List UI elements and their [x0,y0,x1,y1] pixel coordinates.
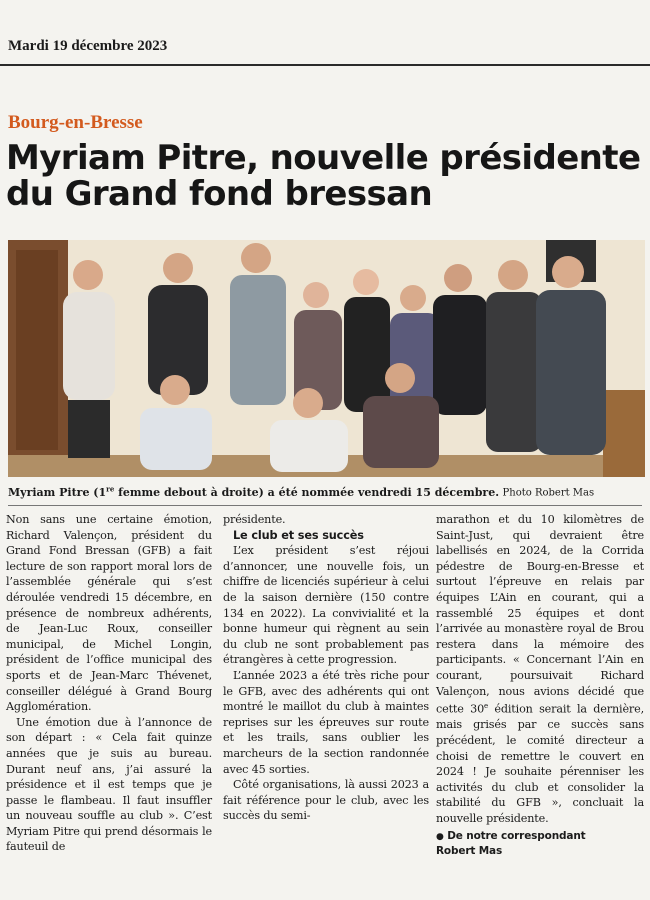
caption-rule [8,505,642,506]
caption-text-a: Myriam Pitre (1 [8,485,107,499]
section-kicker: Bourg-en-Bresse [8,112,143,133]
caption-superscript: re [106,484,115,493]
paragraph-continuation: présidente. [223,513,286,526]
byline-role-text: De notre correspondant [443,829,586,842]
group-photo [8,240,645,477]
article-column-1 [6,512,212,855]
paragraph-licencies: L’ex président s’est réjoui d’annoncer, une nouvelle fois, un chiffre de licenciés supérieur à celui de la saison dernière (150 contre 134 en 2022). La convivialité et la bonne humeur qui règnent au sein du club ne sont probablement pas étrangères à cette progression. [223,544,429,667]
paragraph-intro: Non sans une certaine émotion, Richard Valençon, président du Grand Fond Bressan (GFB) a fait lecture de son rapport moral lors de l’assemblée générale qui s’est déroulée vendredi 15 décembre, en présence de nombreux adhérents, de Jean-Luc Roux, conseiller municipal, de Michel Longin, président de l’office municipal des sports et de Jean-Marc Thévenet, conseiller délégué à Grand Bourg Agglomération. [6,513,212,714]
paragraph-year-2023: L’année 2023 a été très riche pour le GFB, avec des adhérents qui ont montré le maillot du club à maintes reprises sur les épreuves sur route et les trails, sans oublier les marcheurs de la section randonnée avec 45 sorties. [223,668,429,776]
article-headline [6,140,646,212]
headline-line-1: Myriam Pitre, nouvelle présidente [6,138,641,178]
byline-author: Robert Mas [436,844,503,857]
issue-date: Mardi 19 décembre 2023 [8,38,168,54]
group-photo-illustration [8,240,645,477]
photo-credit: Photo Robert Mas [502,487,595,499]
byline [436,829,644,858]
paragraph-events [436,512,644,827]
header-rule [0,64,650,66]
article-column-3 [436,512,644,858]
caption-text-b: femme debout à droite) a été nommée vendredi 15 décembre. [114,485,500,499]
paragraph-events-b: édition serait la dernière, mais grisés par ce succès sans précédent, le comité directeur a choisi de remettre le couvert en 2024 ! Je souhaite pérenniser les activités du club et consolider la stabilité du GFB », concluait la nouvelle présidente. [436,702,644,826]
caption-text [8,486,499,499]
article-column-2 [223,512,429,824]
article-subhead: Le club et ses succès [233,528,364,542]
paragraph-emotion: Une émotion due à l’annonce de son départ : « Cela fait quinze années que je suis au bureau. Durant neuf ans, j’ai assuré la présidence et il est temps que je passe le flambeau. Il faut insuffler un nouveau souffle au club ». C’est Myriam Pitre qui prend désormais le fauteuil de [6,715,212,854]
byline-bullet: ● [436,831,444,842]
paragraph-events-a: marathon et du 10 kilomètres de Saint-Just, qui devraient être labellisés en 2024, de la Corrida pédestre de Bourg-en-Bresse et surtout l’épreuve en relais par équipes L’Ain en courant, qui a rassemblé 25 équipes et dont l’arrivée au monastère royal de Brou restera dans la mémoire des participants. « Concernant l’Ain en courant, poursuivait Richard Valençon, nous avions décidé que cette 30 [436,513,644,716]
byline-role [436,829,644,844]
paragraph-organisations: Côté organisations, là aussi 2023 a fait référence pour le club, avec les succès du semi- [223,778,429,823]
photo-caption [8,482,648,501]
paragraph-events-superscript: e [484,702,489,711]
headline-line-2: du Grand fond bressan [6,174,433,214]
